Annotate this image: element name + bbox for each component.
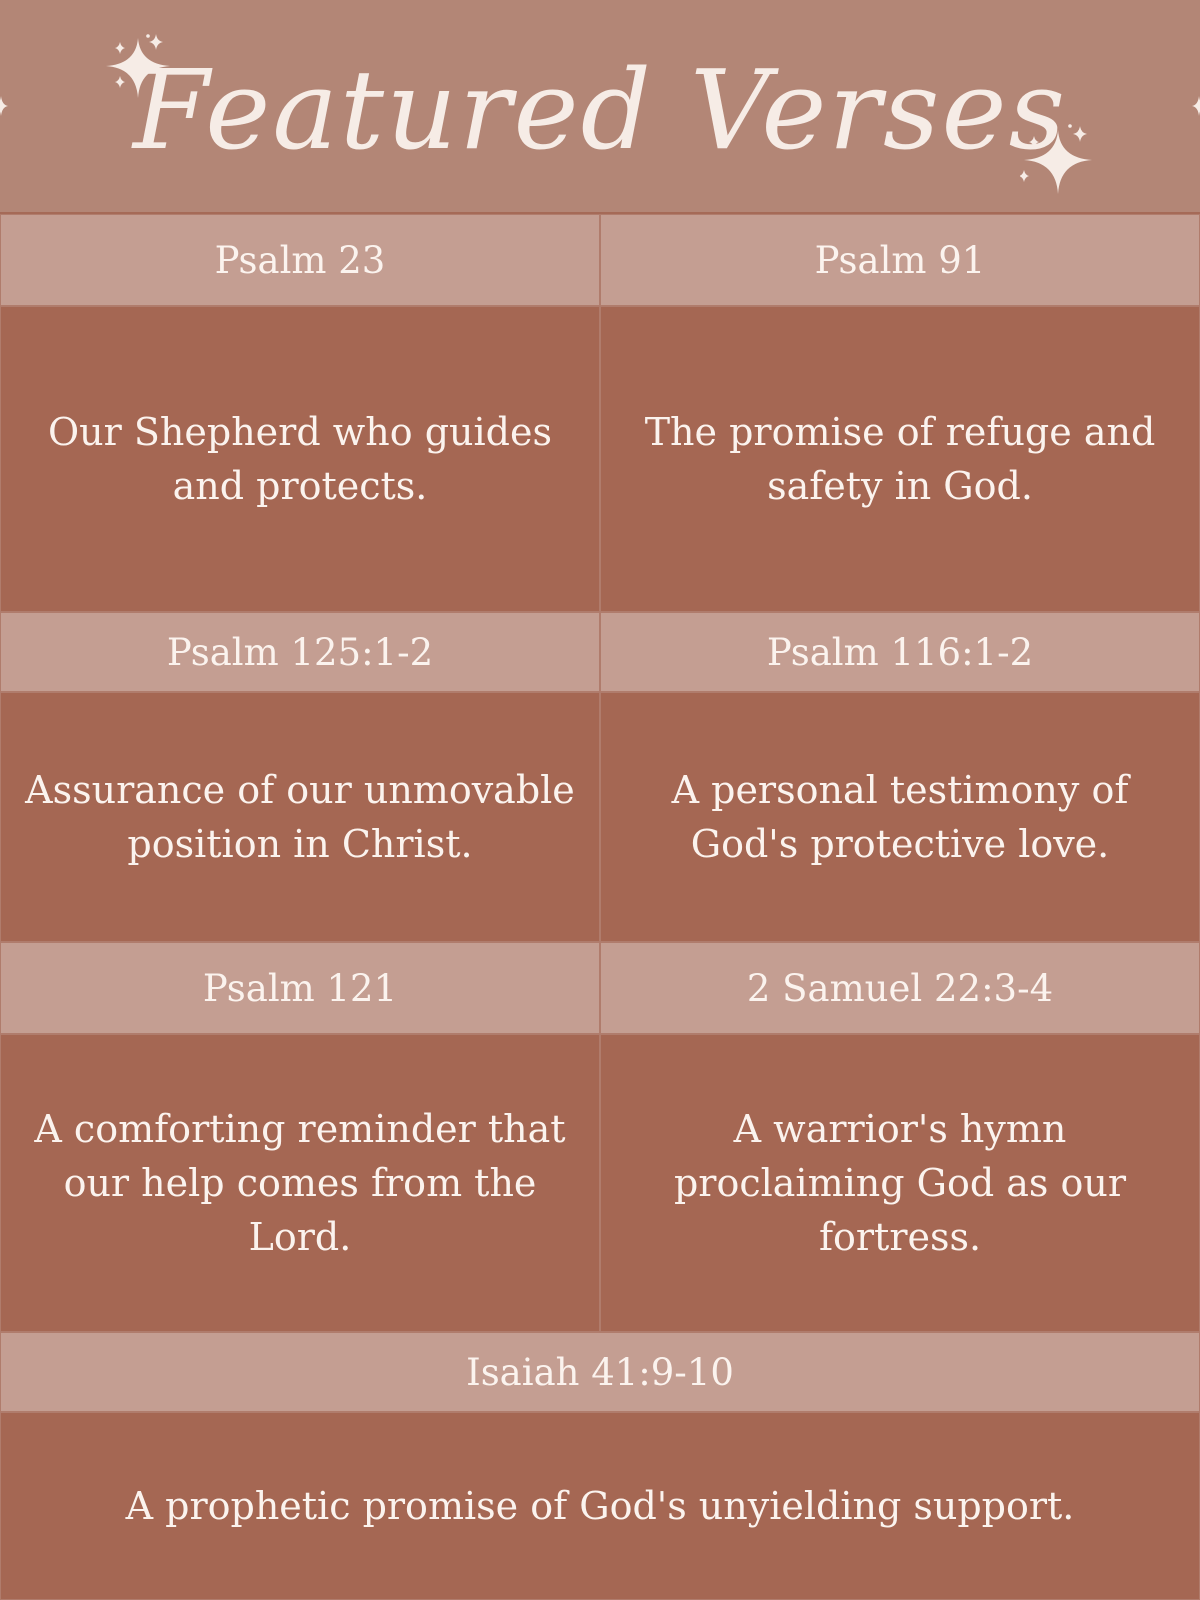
verses-table [0, 214, 1200, 1600]
verse-reference: Isaiah 41:9-10 [0, 1332, 1200, 1412]
reference-row [0, 612, 1200, 692]
verse-reference: 2 Samuel 22:3-4 [600, 942, 1200, 1034]
header [0, 0, 1200, 214]
verse-description: Assurance of our unmovable position in Christ. [0, 692, 600, 942]
verse-reference: Psalm 116:1-2 [600, 612, 1200, 692]
reference-row [0, 1332, 1200, 1412]
description-row [0, 692, 1200, 942]
description-row [0, 1034, 1200, 1332]
verse-reference: Psalm 23 [0, 214, 600, 306]
description-row [0, 1412, 1200, 1600]
verse-reference: Psalm 125:1-2 [0, 612, 600, 692]
verse-description: A comforting reminder that our help comes from the Lord. [0, 1034, 600, 1332]
reference-row [0, 214, 1200, 306]
verse-description: A prophetic promise of God's unyielding support. [0, 1412, 1200, 1600]
verse-description: The promise of refuge and safety in God. [600, 306, 1200, 612]
verse-reference: Psalm 91 [600, 214, 1200, 306]
description-row [0, 306, 1200, 612]
verse-reference: Psalm 121 [0, 942, 600, 1034]
verse-description: Our Shepherd who guides and protects. [0, 306, 600, 612]
verse-description: A personal testimony of God's protective love. [600, 692, 1200, 942]
verse-description: A warrior's hymn proclaiming God as our fortress. [600, 1034, 1200, 1332]
page-title: Featured Verses [132, 46, 1068, 174]
reference-row [0, 942, 1200, 1034]
